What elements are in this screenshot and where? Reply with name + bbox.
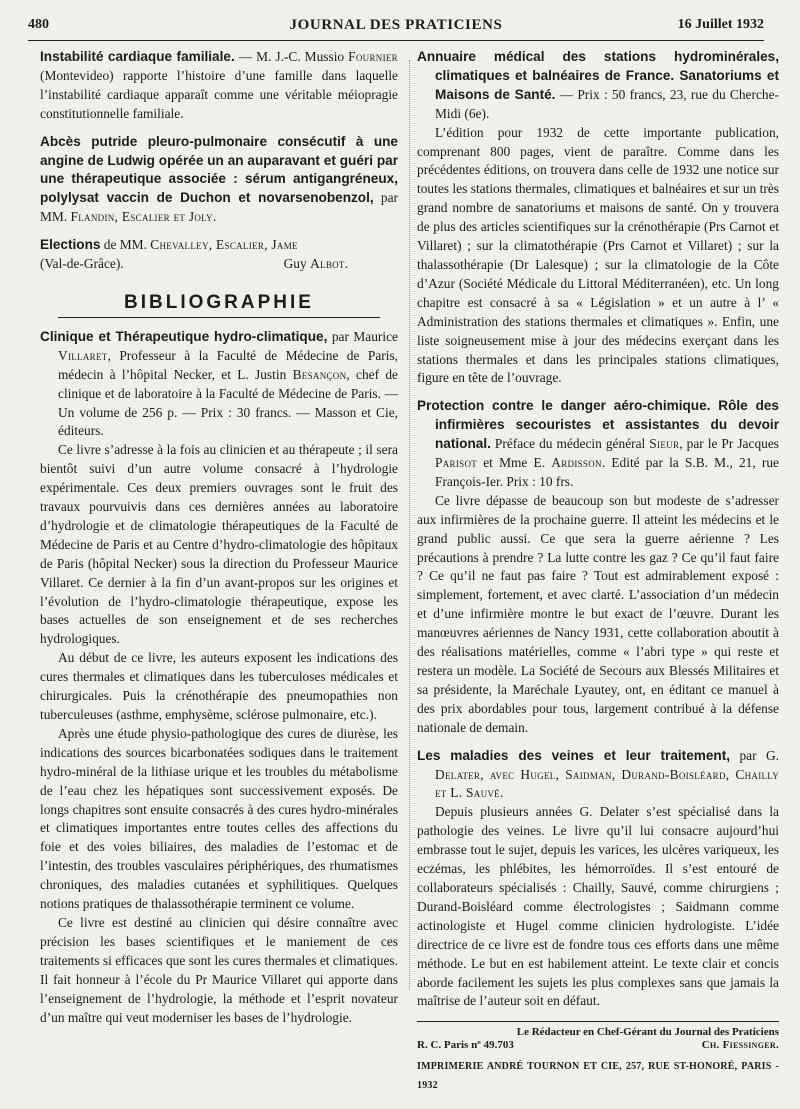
article-title: Abcès putride pleuro-pulmonaire consécutif à une angine de Ludwig opérée un an auparavant et guéri par une thérapeutique associée : sérum antigangréneux, polylysat vaccin de Duchon et novarsenobenzol,: [40, 133, 398, 206]
author-names: Flandin, Escalier et Joly.: [70, 209, 217, 225]
author-name: Parisot: [435, 455, 478, 471]
author-name: Sieur: [649, 436, 680, 452]
book-title: Protection contre le danger aéro-chimique. Rôle des infirmières secouristes et assistantes du devoir national.: [417, 398, 779, 452]
author-names: Delater, avec Hugel, Saidman, Durand-Boisléard, Chailly et L. Sauvé.: [435, 766, 779, 801]
review-paragraph: Ce livre est destiné au clinicien qui désire connaître avec précision les bases scientifiques et le maniement de ces traitements si efficaces que sont les cures thermales et climatiques. Il fait honneur à l’école du Pr Maurice Villaret qui apporte dans l’enseignement de l’hydrologie, la méthode et l’esprit novateur d’un maître qui veut moderniser les bases de l’hydrologie.: [40, 914, 398, 1025]
section-rule: [58, 317, 380, 318]
registry-number: R. C. Paris nº 49.703: [417, 1039, 514, 1052]
review-header-veines: Les maladies des veines et leur traitement, par G. Delater, avec Hugel, Saidman, Durand-Boisléard, Chailly et L. Sauvé.: [417, 747, 779, 801]
author-name: Villaret: [58, 347, 108, 363]
book-title: Les maladies des veines et leur traitement,: [417, 747, 731, 763]
printer-line: IMPRIMERIE ANDRÉ TOURNON ET CIE, 257, RUE ST-HONORÉ, PARIS - 1932: [417, 1061, 779, 1092]
book-title: Annuaire médical des stations hydrominérales, climatiques et balnéaires de France. Sanatoriums et Maisons de Santé.: [417, 49, 779, 102]
review-paragraph: Au début de ce livre, les auteurs exposent les indications des cures thermales et climatiques dans les tuberculoses médicales et chirurgicales. Puis la crénothérapie des pneumopathies non tuberculeuses (asthme, emphysème, sclérose pulmonaire, etc.).: [40, 650, 398, 722]
article-abces: Abcès putride pleuro-pulmonaire consécutif à une angine de Ludwig opérée un an auparavant et guéri par une thérapeutique associée : sérum antigangréneux, polylysat vaccin de Duchon et novarsenobenzol, par MM. Flandin, Escalier et Joly.: [40, 133, 398, 225]
editor-signature: [417, 1026, 779, 1052]
author-name: Besançon: [292, 366, 347, 382]
book-title: Clinique et Thérapeutique hydro-climatique,: [40, 328, 328, 344]
journal-title: JOURNAL DES PRATICIENS: [289, 17, 503, 33]
article-title: Instabilité cardiaque familiale.: [40, 49, 235, 64]
review-header-annuaire: Annuaire médical des stations hydrominérales, climatiques et balnéaires de France. Sanatoriums et Maisons de Santé. — Prix : 50 francs, 23, rue du Cherche-Midi (6e).: [417, 49, 779, 121]
review-paragraph: Depuis plusieurs années G. Delater s’est spécialisé dans la pathologie des veines. Le livre qu’il lui consacre aujourd’hui embrasse tout le sujet, depuis les varices, les ulcères variqueux, les eczémas, les phlébites, les hémorroïdes. Il s’est entouré de collaborateurs spécialisés : Chailly, Sauvé, comme chirurgiens ; Durand-Boisléard comme électrologistes ; Saidmann comme actinologiste et Hugel comme clinicien hydrologiste. L’idée directrice de ce livre est de fondre tous ces efforts dans une même méthode. Le but en est habilement atteint. Le texte clair et concis aborde facilement les sujets les plus complexes sans que jamais la maîtrise de l’auteur soit en défaut.: [417, 804, 779, 1009]
author-name: Fournier: [348, 49, 398, 64]
section-heading-bibliographie: BIBLIOGRAPHIE: [124, 291, 314, 313]
review-paragraph: Ce livre s’adresse à la fois au clinicien et au thérapeute ; il sera bientôt suivi d’un autre volume consacré à l’hydrologie expérimentale. Ces deux premiers ouvrages sont le fruit des travaux pourvuivis dans ces dernières années au laboratoire d’hydrologie et de climatologie thérapeutiques de la Faculté de Médecine de Paris et au Centre d’hydro-climatologie des hôpitaux de Paris (hôpital Necker) sous la direction du Professeur Maurice Villaret. Ce dernier à la fin d’un avant-propos sur les origines et l’évolution de l’hydro-climatologie thérapeutique, expose les bases actuelles de son enseignement et de ses recherches hydrologiques.: [40, 442, 398, 647]
article-title: Elections: [40, 237, 101, 253]
review-paragraph: Ce livre dépasse de beaucoup son but modeste de s’adresser aux infirmières de la prochaine guerre. Il atteint les médecins et le grand public aussi. Ce que sera la guerre aérienne ? Les précautions à prendre ? La lutte contre les gaz ? Ce qu’il faut faire ? Ce qu’il ne faut pas faire ? Tout est admirablement exposé : simplement, fortement, et avec clarté. L’association d’un médecin et d’une infirmière montre le but exact de l’œuvre. Durant les manœuvres aériennes de Nancy 1931, cette collaboration aboutit à des réalisations matérielles, comme « l’abri type » qui reste et restera un modèle. La Société de Secours aux Blessés Militaires et sa présidente, la Maréchale Lyautey, ont, en éditant ce manuel à des prix abordables pour tous, largement contribué à la défense nationale de demain.: [417, 492, 779, 735]
review-header-clinique: Clinique et Thérapeutique hydro-climatique, par Maurice Villaret, Professeur à la Faculté de Médecine de Paris, médecin à l’hôpital Necker, et L. Justin Besançon, chef de clinique et de laboratoire à la Faculté de Médecine de Paris. — Un volume de 256 p. — Prix : 30 francs. — Masson et Cie, éditeurs.: [40, 328, 398, 439]
elections-signoff: (Val-de-Grâce). Guy Albot.: [40, 256, 349, 272]
editor-name: Ch. Fiessinger.: [701, 1039, 779, 1052]
author-names: Chevalley, Escalier, Jame: [150, 237, 298, 253]
author-name: Ardisson: [551, 455, 602, 471]
left-column: [40, 48, 398, 1027]
page-header: [28, 16, 764, 38]
review-paragraph: L’édition pour 1932 de cette importante publication, comprenant 800 pages, vient de paraître. Comme dans les précédentes éditions, on trouvera dans celle de 1932 une notice sur toutes les stations thermales, climatiques et balnéaires et sur un très grand nombre de sanatoriums et maisons de santé. On y trouvera de plus des articles scientifiques sur la crénothérapie (Prs Carnot et Villaret) ; sur la climatothérapie (Prs Carnot et Villaret) ; sur la thalassothérapie (Dr Lalesque) ; sur la climatologie de la Côte d’Azur (Société Médicale du Littoral Méditerranéen), etc. Un long chapitre est consacré à sa « Législation » et un autre à l’ « Administration des stations thermales et climatiques ». Enfin, une liste soigneusement mise à jour des médecins exerçant dans les stations thermales et dans les principales stations climatiques, figure en tête de l’ouvrage.: [417, 124, 779, 386]
review-header-protection: Protection contre le danger aéro-chimique. Rôle des infirmières secouristes et assistantes du devoir national. Préface du médecin général Sieur, par le Pr Jacques Parisot et Mme E. Ardisson. Edité par la S.B. M., 21, rue François-Ier. Prix : 10 frs.: [417, 398, 779, 489]
right-column: [417, 48, 779, 1096]
signature-name: Albot.: [310, 256, 349, 272]
issue-date: 16 Juillet 1932: [677, 17, 764, 32]
editor-line: Le Rédacteur en Chef-Gérant du Journal des Praticiens: [516, 1026, 779, 1039]
article-instabilite: Instabilité cardiaque familiale. — M. J.-C. Mussio Fournier (Montevideo) rapporte l’histoire d’une famille dans laquelle l’instabilité cardiaque apparaît comme une véritable méiopragie constitutionnelle familiale.: [40, 49, 398, 121]
header-rule: [28, 40, 764, 41]
signature-rule: [417, 1021, 779, 1022]
page-number: 480: [28, 17, 49, 32]
column-separator: [409, 60, 410, 990]
review-paragraph: Après une étude physio-pathologique des cures de diurèse, les indications des sources bicarbonatées sodiques dans le traitement hydro-minéral de la lithiase urique et les troubles du métabolisme de l’eau chez les hépatiques sont successivement exposés. De longs chapitres sont ensuite consacrés à des cures hydro-minérales et climatiques importantes entre toutes celles des affections du foie et des voies biliaires, des maladies de l’estomac et de l’intestin, des troubles vasculaires périphériques, des rhumatismes chroniques, des maladies cutanées et syphilitiques. Quelques notions pratiques de thalassothérapie terminent ce volume.: [40, 725, 398, 912]
article-elections: Elections de MM. Chevalley, Escalier, Jame: [40, 237, 298, 253]
